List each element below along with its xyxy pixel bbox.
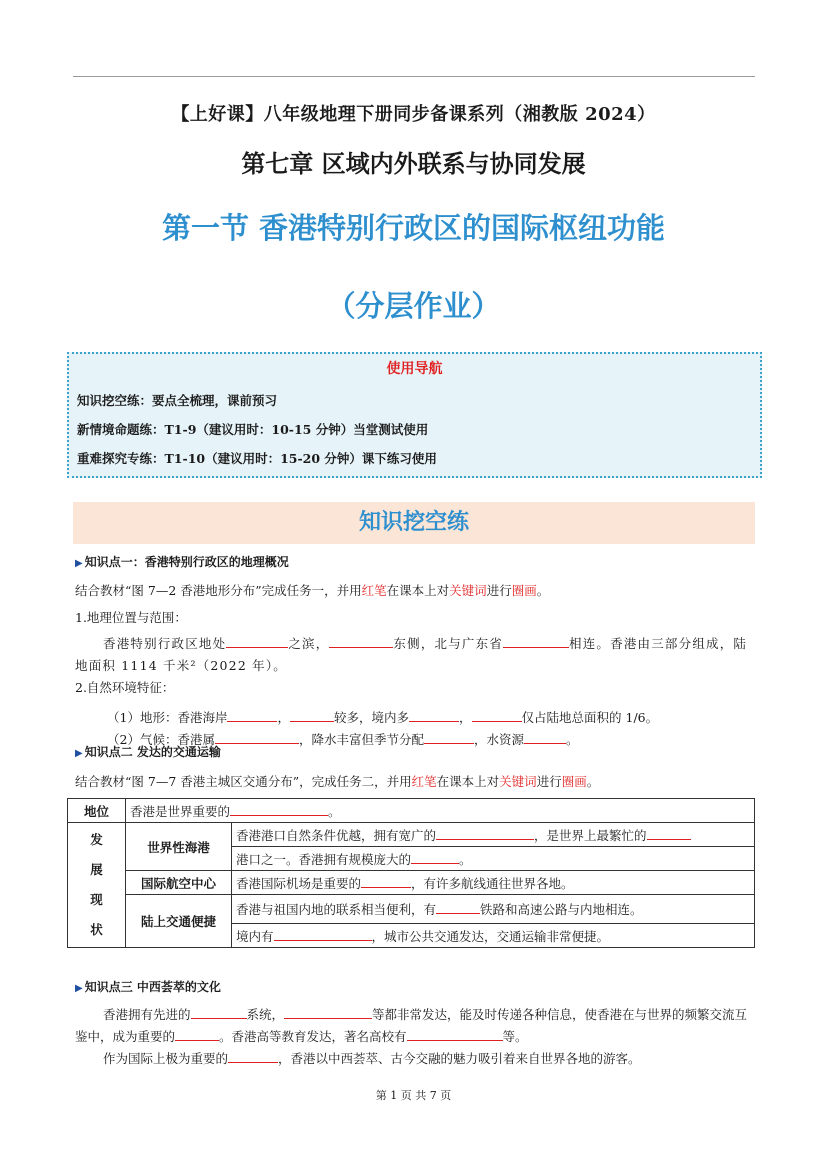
kp2-heading: ▶ 知识点二 发达的交通运输: [75, 745, 221, 759]
kp1-item2-title: 2.自然环境特征：: [75, 680, 175, 695]
page-footer: 第 1 页 共 7 页: [375, 1089, 452, 1102]
fill-blank[interactable]: [230, 802, 328, 816]
seaport-cell-1: 香港港口自然条件优越，拥有宽广的 ，是世界上最繁忙的: [232, 823, 755, 847]
fill-blank[interactable]: [226, 634, 288, 648]
dev-label-char: 状: [90, 922, 103, 937]
kp3-heading: ▶ 知识点三 中西荟萃的文化: [75, 980, 221, 994]
section-title: 第一节 香港特别行政区的国际枢纽功能: [161, 211, 666, 245]
kp1-heading: ▶ 知识点一：香港特别行政区的地理概况: [75, 555, 289, 569]
status-label: 地位: [68, 799, 126, 823]
dev-label-char: 展: [90, 862, 103, 877]
usage-guide-box: [67, 352, 762, 478]
guide-line: 新情境命题练：T1-9（建议用时：10-15 分钟）当堂测试使用: [77, 422, 429, 437]
dev-label-char: 发: [90, 832, 103, 847]
header-rule: [73, 76, 755, 77]
fill-blank[interactable]: [329, 634, 393, 648]
fill-blank[interactable]: [436, 826, 534, 840]
guide-line: 重难探究专练：T1-10（建议用时：15-20 分钟）课下练习使用: [77, 451, 437, 466]
fill-blank[interactable]: [191, 1005, 247, 1019]
fill-blank[interactable]: [227, 708, 277, 722]
land-transport-cell-1: 香港与祖国内地的联系相当便利，有 铁路和高速公路与内地相连。: [232, 895, 755, 924]
fill-blank[interactable]: [284, 1005, 372, 1019]
triangle-bullet-icon: ▶: [75, 558, 83, 569]
kp1-climate-text: （2）气候：香港属 ，降水丰富但季节分配 ，水资源 。: [107, 732, 579, 747]
seaport-cell-2: 港口之一。香港拥有规模庞大的 。: [232, 847, 755, 871]
fill-blank[interactable]: [290, 708, 334, 722]
kp1-terrain-text: （1）地形：香港海岸 ， 较多，境内多 ， 仅占陆地总面积的 1/6。: [107, 710, 659, 725]
kp1-task: 结合教材“图 7—2 香港地形分布”完成任务一，并用红笔在课本上对关键词进行圈画。: [75, 583, 550, 598]
kp1-location-text: 香港特别行政区地处 之滨， 东侧，北与广东省 相连。香港由三部分组成，陆地面积 1114 千米²（2022 年）。: [75, 636, 748, 673]
table-row: [68, 871, 755, 895]
aviation-cell: 香港国际机场是重要的 ，有许多航线通往世界各地。: [232, 871, 755, 895]
fill-blank[interactable]: [274, 927, 372, 941]
kp3-block: [75, 976, 755, 1070]
table-row: [68, 895, 755, 924]
fill-blank[interactable]: [228, 1049, 278, 1063]
seaport-label: 世界性海港: [126, 823, 232, 871]
kp3-paragraph-2: 作为国际上极为重要的 ，香港以中西荟萃、古今交融的魅力吸引着来自世界各地的游客。: [103, 1051, 641, 1066]
kp1-item1-title: 1.地理位置与范围：: [75, 610, 187, 625]
triangle-bullet-icon: ▶: [75, 748, 83, 759]
kp1-block: [75, 551, 755, 751]
fill-blank[interactable]: [361, 874, 411, 888]
status-cell: 香港是世界重要的 。: [126, 799, 755, 823]
fill-blank[interactable]: [503, 634, 569, 648]
fill-blank[interactable]: [472, 708, 522, 722]
fill-blank[interactable]: [411, 850, 459, 864]
fill-blank[interactable]: [409, 708, 459, 722]
fill-blank[interactable]: [647, 826, 691, 840]
fill-blank[interactable]: [407, 1027, 503, 1041]
subtitle: （分层作业）: [326, 289, 501, 323]
chapter-title: 第七章 区域内外联系与协同发展: [241, 150, 586, 178]
series-title: 【上好课】八年级地理下册同步备课系列（湘教版 2024）: [171, 104, 656, 125]
fill-blank[interactable]: [175, 1027, 219, 1041]
kp2-task: 结合教材“图 7—7 香港主城区交通分布”，完成任务二，并用红笔在课本上对关键词进行圈画。: [75, 774, 600, 789]
guide-title: 使用导航: [386, 361, 443, 377]
table-row: [68, 799, 755, 823]
table-row: [68, 823, 755, 847]
triangle-bullet-icon: ▶: [75, 983, 83, 994]
fill-blank[interactable]: [436, 900, 480, 914]
dev-label-char: 现: [90, 892, 103, 907]
kp2-block: [75, 741, 755, 793]
dev-status-label: [68, 823, 126, 948]
land-transport-cell-2: 境内有 ，城市公共交通发达，交通运输非常便捷。: [232, 924, 755, 948]
transport-table: [67, 798, 755, 948]
kp3-paragraph-1: 香港拥有先进的 系统， 等都非常发达，能及时传递各种信息，使香港在与世界的频繁交流互鉴中，成为重要的 。香港高等教育发达，著名高校有 等。: [75, 1007, 748, 1044]
section-banner: 知识挖空练: [73, 502, 755, 544]
aviation-label: 国际航空中心: [126, 871, 232, 895]
guide-line: 知识挖空练：要点全梳理，课前预习: [77, 393, 278, 408]
land-transport-label: 陆上交通便捷: [126, 895, 232, 948]
